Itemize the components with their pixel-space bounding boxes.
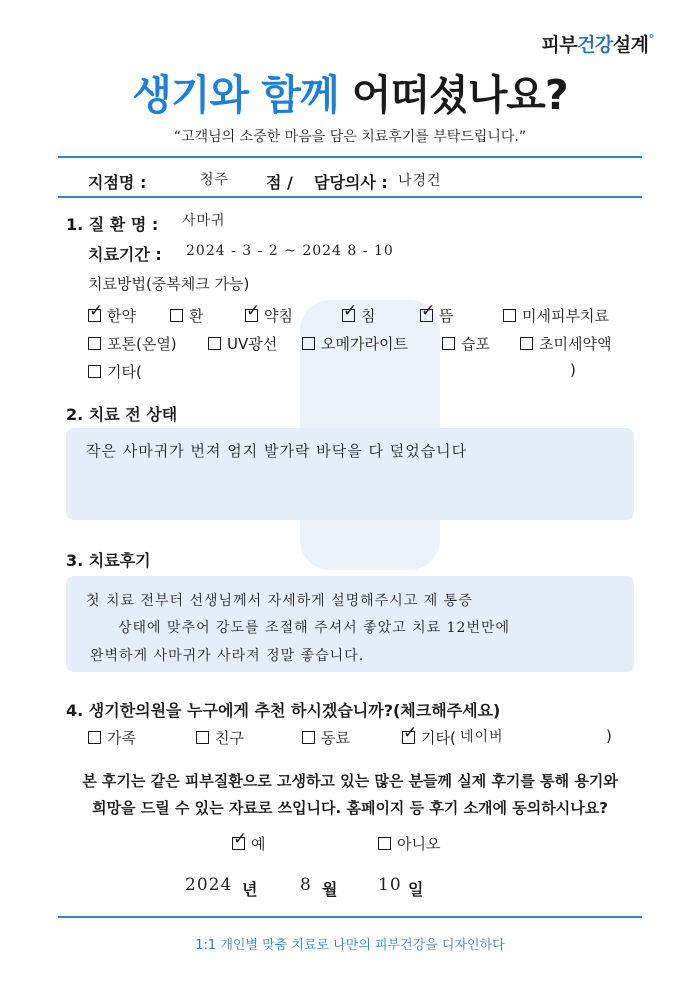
consent-no-option[interactable]: 아니오	[378, 833, 440, 854]
method-option-photon[interactable]: 포톤(온열)	[88, 333, 177, 354]
checkbox-ultrafine[interactable]	[520, 337, 533, 350]
divider-branch	[58, 196, 642, 198]
recommend-option-other[interactable]: ✓ 기타(	[403, 723, 456, 747]
method-option-ultrafine[interactable]: 초미세약액	[520, 333, 611, 354]
section2-text: 작은 사마귀가 번져 엄지 발가락 바닥을 다 덮었습니다	[86, 442, 468, 460]
disease-value: 사마귀	[182, 213, 226, 229]
check-mark-icon: ✓	[421, 301, 436, 321]
page-title: 생기와 함께 어떠셨나요?	[132, 71, 568, 119]
recommend-other-value: 네이버	[460, 729, 504, 745]
method-option-pharmacopuncture[interactable]: ✓ 약침	[246, 301, 293, 325]
method-option-micro-skin[interactable]: 미세피부치료	[503, 305, 609, 326]
section4-label: 4. 생기한의원을 누구에게 추천 하시겠습니까?(체크해주세요)	[66, 701, 501, 720]
checkbox-recommend-other[interactable]	[402, 723, 418, 744]
date-month: 8	[300, 875, 312, 895]
section3-label: 3. 치료후기	[66, 551, 151, 570]
checkbox-omega-light[interactable]	[302, 337, 315, 350]
method-option-other[interactable]: 기타(	[88, 361, 142, 382]
doctor-value: 나경건	[398, 173, 442, 189]
recommend-option-colleague[interactable]: 동료	[302, 727, 350, 748]
checkbox-family[interactable]	[88, 731, 101, 744]
date-year-label: 년	[242, 880, 258, 899]
method-option-moxibustion[interactable]: ✓ 뜸	[421, 301, 454, 325]
method-option-pill[interactable]: 환	[170, 305, 204, 326]
method-option-acupuncture[interactable]: ✓ 침	[343, 301, 376, 325]
brand-logo: 피부건강설계°	[541, 32, 654, 56]
section3-line-2: 상태에 맞추어 강도를 조절해 주셔서 좋았고 치료 12번만에	[118, 620, 511, 636]
date-day: 10	[378, 875, 402, 895]
checkbox-friend[interactable]	[196, 731, 209, 744]
checkbox-uv[interactable]	[208, 337, 221, 350]
divider-bottom	[58, 916, 642, 918]
checkbox-compress[interactable]	[442, 337, 455, 350]
footer-slogan: 1:1 개인별 맞춤 치료로 나만의 피부건강을 디자인하다	[195, 938, 505, 953]
method-option-herbal[interactable]: ✓ 한약	[89, 301, 136, 325]
method-option-uv[interactable]: UV광선	[208, 333, 277, 354]
checkbox-consent-yes[interactable]	[232, 829, 248, 850]
divider-top	[58, 156, 642, 158]
method-label: 치료방법(중복체크 가능)	[88, 275, 250, 293]
branch-value: 청주	[200, 172, 230, 188]
checkbox-micro-skin[interactable]	[503, 309, 516, 322]
checkbox-acupuncture[interactable]	[342, 301, 358, 322]
method-other-close: )	[570, 361, 576, 379]
method-option-omega-light[interactable]: 오메가라이트	[302, 333, 408, 354]
section3-line-3: 완벽하게 사마귀가 사라져 정말 좋습니다.	[90, 648, 365, 664]
check-mark-icon: ✓	[403, 723, 418, 743]
consent-yes-option[interactable]: ✓ 예	[233, 829, 266, 853]
check-mark-icon: ✓	[246, 301, 261, 321]
checkbox-pharmacopuncture[interactable]	[245, 301, 261, 322]
checkbox-herbal[interactable]	[88, 301, 104, 322]
consent-line-2: 희망을 드릴 수 있는 자료로 쓰입니다. 홈페이지 등 후기 소개에 동의하시나요?	[92, 799, 608, 817]
recommend-option-friend[interactable]: 친구	[196, 727, 244, 748]
disease-label: 1. 질 환 명 :	[66, 215, 159, 234]
method-option-compress[interactable]: 습포	[442, 333, 490, 354]
checkbox-colleague[interactable]	[302, 731, 315, 744]
date-year: 2024	[185, 875, 233, 895]
period-label: 치료기간 :	[88, 245, 162, 264]
doctor-label: 담당의사 :	[314, 173, 388, 192]
recommend-option-family[interactable]: 가족	[88, 727, 136, 748]
date-month-label: 월	[322, 880, 338, 899]
date-day-label: 일	[408, 880, 424, 899]
page-subtitle: “고객님의 소중한 마음을 담은 치료후기를 부탁드립니다.”	[173, 129, 527, 145]
check-mark-icon: ✓	[89, 301, 104, 321]
branch-label: 지점명 :	[88, 173, 147, 192]
check-mark-icon: ✓	[233, 829, 248, 849]
check-mark-icon: ✓	[343, 301, 358, 321]
period-value: 2024 - 3 - 2 ~ 2024 8 - 10	[186, 243, 394, 259]
section3-line-1: 첫 치료 전부터 선생님께서 자세하게 설명해주시고 제 통증	[86, 593, 473, 609]
branch-suffix: 점 /	[266, 173, 293, 192]
checkbox-photon[interactable]	[88, 337, 101, 350]
checkbox-pill[interactable]	[170, 309, 183, 322]
recommend-other-close: )	[606, 727, 612, 745]
checkbox-consent-no[interactable]	[378, 837, 391, 850]
checkbox-other[interactable]	[88, 365, 101, 378]
consent-line-1: 본 후기는 같은 피부질환으로 고생하고 있는 많은 분들께 실제 후기를 통해 용기와	[82, 772, 618, 790]
section2-label: 2. 치료 전 상태	[66, 405, 178, 424]
checkbox-moxibustion[interactable]	[420, 301, 436, 322]
